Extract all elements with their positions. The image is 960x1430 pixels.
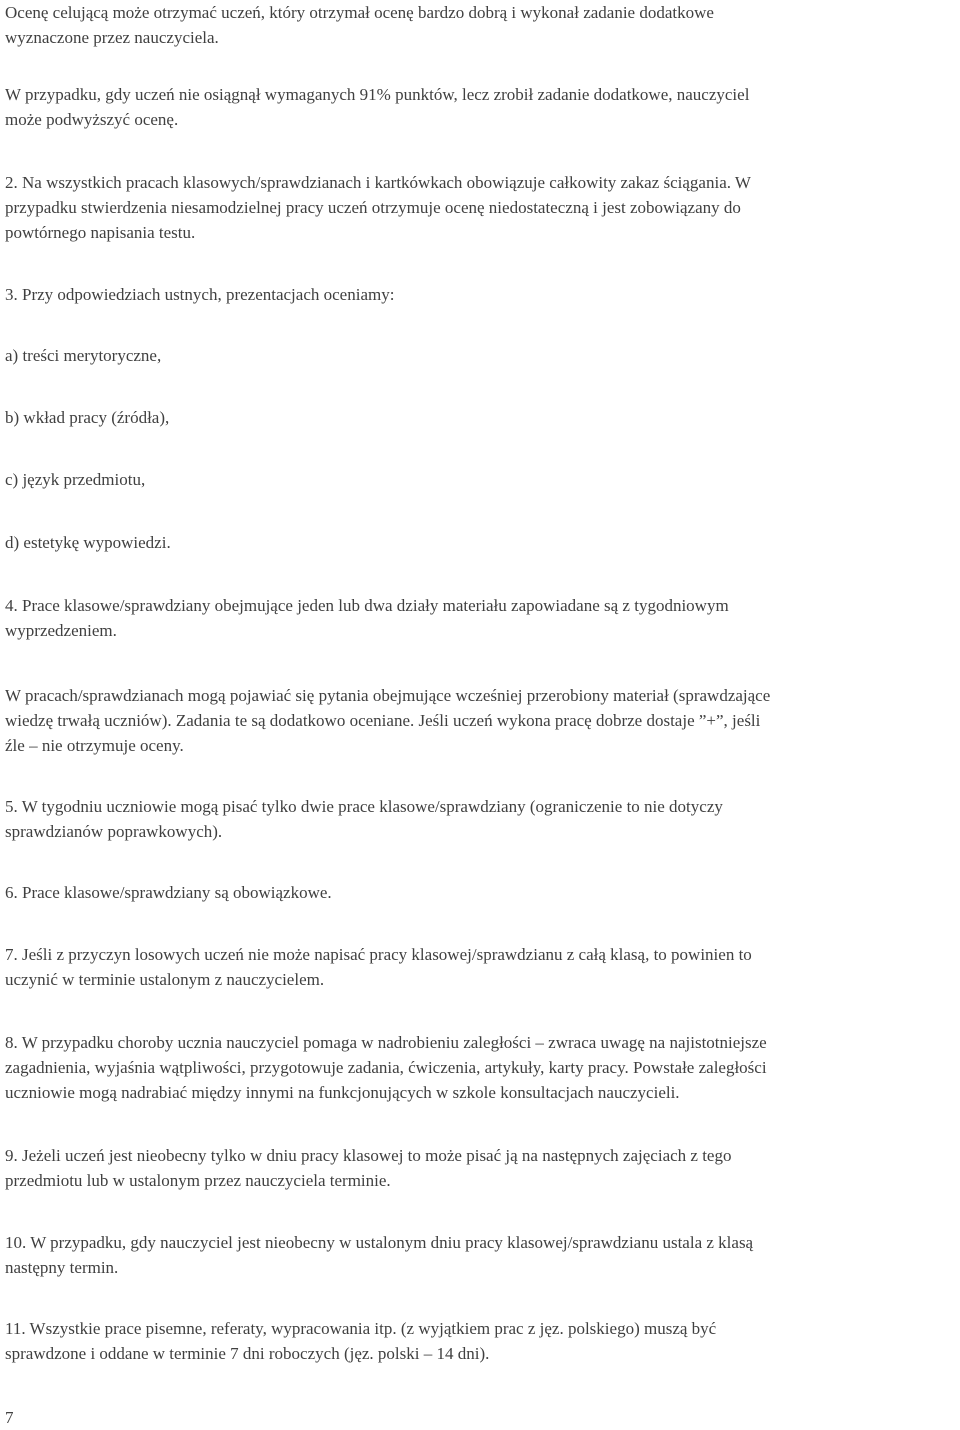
text-line: sprawdzianów poprawkowych).	[5, 822, 223, 841]
paragraph-celujaca	[5, 0, 714, 50]
text-line: Ocenę celującą może otrzymać uczeń, który otrzymał ocenę bardzo dobrą i wykonał zadanie dodatkowe	[5, 3, 714, 22]
page-number: 7	[5, 1408, 14, 1427]
paragraph-3d	[5, 530, 171, 555]
text-line: 7. Jeśli z przyczyn losowych uczeń nie może napisać pracy klasowej/sprawdzianu z całą klasą, to powinien to	[5, 945, 752, 964]
text-line: powtórnego napisania testu.	[5, 223, 196, 242]
text-line: a) treści merytoryczne,	[5, 346, 162, 365]
text-line: uczniowie mogą nadrabiać między innymi na funkcjonujących w szkole konsultacjach nauczycieli.	[5, 1083, 680, 1102]
text-line: wyprzedzeniem.	[5, 621, 117, 640]
text-line: 10. W przypadku, gdy nauczyciel jest nieobecny w ustalonym dniu pracy klasowej/sprawdzianu ustala z klasą	[5, 1233, 754, 1252]
text-line: następny termin.	[5, 1258, 119, 1277]
paragraph-3b	[5, 405, 169, 430]
text-line: 9. Jeżeli uczeń jest nieobecny tylko w dniu pracy klasowej to może pisać ją na następnych zajęciach z tego	[5, 1146, 732, 1165]
text-line: przypadku stwierdzenia niesamodzielnej pracy uczeń otrzymuje ocenę niedostateczną i jest zobowiązany do	[5, 198, 741, 217]
paragraph-91-procent	[5, 82, 749, 132]
text-line: 4. Prace klasowe/sprawdziany obejmujące jeden lub dwa działy materiału zapowiadane są z tygodniowym	[5, 596, 729, 615]
text-line: 6. Prace klasowe/sprawdziany są obowiązkowe.	[5, 883, 332, 902]
paragraph-6	[5, 880, 332, 905]
text-line: d) estetykę wypowiedzi.	[5, 533, 171, 552]
paragraph-4	[5, 593, 729, 643]
text-line: 11. Wszystkie prace pisemne, referaty, wypracowania itp. (z wyjątkiem prac z jęz. polskiego) muszą być	[5, 1319, 717, 1338]
text-line: zagadnienia, wyjaśnia wątpliwości, przygotowuje zadania, ćwiczenia, artykuły, karty pracy. Powstałe zaległości	[5, 1058, 767, 1077]
text-line: c) język przedmiotu,	[5, 470, 146, 489]
paragraph-3c	[5, 467, 145, 492]
text-line: 8. W przypadku choroby ucznia nauczyciel pomaga w nadrobieniu zaległości – zwraca uwagę na najistotniejsze	[5, 1033, 767, 1052]
text-line: źle – nie otrzymuje oceny.	[5, 736, 184, 755]
paragraph-7	[5, 942, 752, 992]
text-line: W pracach/sprawdzianach mogą pojawiać się pytania obejmujące wcześniej przerobiony materiał (sprawdzające	[5, 686, 771, 705]
text-line: b) wkład pracy (źródła),	[5, 408, 170, 427]
text-line: wyznaczone przez nauczyciela.	[5, 28, 219, 47]
paragraph-3	[5, 282, 394, 307]
paragraph-8	[5, 1030, 767, 1105]
paragraph-9	[5, 1143, 731, 1193]
text-line: przedmiotu lub w ustalonym przez nauczyciela terminie.	[5, 1171, 391, 1190]
paragraph-10	[5, 1230, 753, 1280]
paragraph-2	[5, 170, 751, 245]
text-line: może podwyższyć ocenę.	[5, 110, 179, 129]
text-line: wiedzę trwałą uczniów). Zadania te są dodatkowo oceniane. Jeśli uczeń wykona pracę dobrze dostaje ”+”, jeśli	[5, 711, 761, 730]
paragraph-11	[5, 1316, 716, 1366]
text-line: 5. W tygodniu uczniowie mogą pisać tylko dwie prace klasowe/sprawdziany (ograniczenie to nie dotyczy	[5, 797, 723, 816]
text-line: 3. Przy odpowiedziach ustnych, prezentacjach oceniamy:	[5, 285, 395, 304]
text-line: W przypadku, gdy uczeń nie osiągnął wymaganych 91% punktów, lecz zrobił zadanie dodatkowe, nauczyciel	[5, 85, 750, 104]
text-line: 2. Na wszystkich pracach klasowych/sprawdzianach i kartkówkach obowiązuje całkowity zakaz ściągania. W	[5, 173, 751, 192]
paragraph-3a	[5, 343, 161, 368]
paragraph-4-extra	[5, 683, 770, 758]
page-footer	[5, 1405, 14, 1430]
paragraph-5	[5, 794, 723, 844]
text-line: sprawdzone i oddane w terminie 7 dni roboczych (jęz. polski – 14 dni).	[5, 1344, 490, 1363]
text-line: uczynić w terminie ustalonym z nauczycielem.	[5, 970, 325, 989]
